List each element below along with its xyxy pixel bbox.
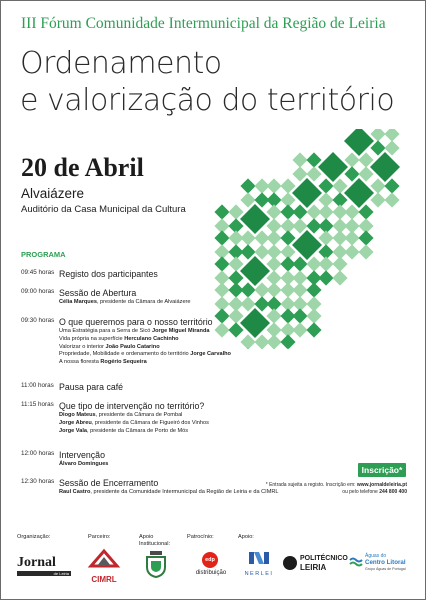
pattern-diamond: [292, 204, 307, 219]
program-speaker: [59, 299, 359, 307]
speaker-role: , presidente da Câmara de Figueiró dos Vinhos: [91, 419, 209, 426]
program-content: [59, 317, 359, 367]
aguas-text-1: Águas do: [365, 553, 387, 559]
pattern-diamond: [318, 230, 333, 245]
speaker-name: João Paulo Catarino: [105, 343, 160, 350]
event-place: Alvaiázere: [21, 186, 85, 201]
program-item-title: O que queremos para o nosso território: [59, 317, 213, 327]
speaker-name: Jorge Carvalho: [190, 351, 231, 358]
program-speaker: [59, 461, 359, 469]
jornal-de-leiria-logo: [17, 555, 73, 576]
pattern-diamond: [306, 152, 321, 167]
pattern-diamond: [370, 140, 385, 155]
jornal-logo-sub: de Leiria: [17, 571, 71, 576]
program-speaker: [59, 344, 359, 352]
pattern-diamond: [370, 192, 385, 207]
speaker-name: Jorge Miguel Miranda: [151, 328, 210, 334]
pattern-diamond: [280, 178, 295, 193]
pattern-diamond: [344, 166, 359, 181]
program-content: [59, 450, 359, 469]
program-item-title: Intervenção: [59, 450, 105, 460]
inscricao-button[interactable]: Inscrição*: [358, 463, 406, 477]
speaker-topic: A nossa floresta: [59, 359, 101, 366]
label-parceiro: Parceiro:: [88, 534, 111, 540]
event-title: [20, 45, 394, 119]
nerlei-logo-text: NERLEI: [244, 571, 274, 577]
program-content: [59, 382, 359, 393]
pattern-diamond: [384, 140, 399, 155]
aguas-wave-icon: [349, 555, 363, 569]
program-content: [59, 288, 359, 307]
pattern-diamond: [214, 204, 229, 219]
pattern-diamond: [384, 129, 399, 142]
speaker-topic: Valorizar o interior: [59, 343, 106, 350]
pattern-diamond: [318, 204, 333, 219]
jornal-logo-text: Jornal: [17, 555, 56, 570]
program-time: 09:45 horas: [21, 269, 55, 276]
pattern-diamond: [240, 178, 255, 193]
pattern-diamond: [344, 204, 359, 219]
pattern-diamond: [240, 230, 255, 245]
aguas-text-2: Centro Litoral: [365, 559, 406, 566]
speaker-name: Diogo Mateus: [59, 412, 96, 418]
pattern-diamond: [292, 230, 322, 260]
registration-link[interactable]: www.jornaldeleiria.pt: [356, 482, 407, 488]
program-item-title: Sessão de Abertura: [59, 288, 137, 298]
program-heading: PROGRAMA: [21, 250, 66, 259]
speaker-name: Álvaro Domingues: [59, 461, 109, 467]
pattern-diamond: [370, 178, 385, 193]
pattern-diamond: [358, 204, 373, 219]
pattern-diamond: [358, 152, 373, 167]
speaker-topic: Propriedade, Mobilidade e ordenamento do território: [59, 351, 191, 358]
pattern-diamond: [214, 230, 229, 245]
pattern-diamond: [344, 152, 359, 167]
title-line-2: e valorização do território: [20, 83, 395, 118]
pattern-diamond: [358, 244, 373, 259]
pattern-diamond: [266, 178, 281, 193]
program-speaker: [59, 412, 359, 420]
municipal-crest-icon: [145, 550, 167, 578]
title-line-1: Ordenamento: [20, 46, 222, 81]
program-speaker: [59, 351, 359, 359]
edp-badge-icon: edp: [202, 552, 218, 568]
label-patrocinio: Patrocínio:: [187, 534, 214, 540]
ipl-text-1: POLITÉCNICO: [300, 555, 348, 562]
event-venue: Auditório da Casa Municipal da Cultura: [21, 204, 186, 215]
speaker-name: Herculano Cachinho: [124, 335, 179, 342]
label-apoio: Apoio:: [238, 534, 254, 540]
speaker-topic: Vida própria na superfície: [59, 335, 125, 342]
note-text: * Entrada sujeita a registo. Inscrição em:: [265, 482, 357, 488]
speaker-topic: Uma Estratégia para a Serra de Sicó: [59, 328, 152, 334]
speaker-role: , presidente da Comunidade Intermunicipal da Região de Leiria e da CIMRL: [90, 489, 279, 495]
pattern-diamond: [240, 204, 270, 234]
label-apoio-institucional: [139, 534, 170, 547]
pattern-diamond: [370, 152, 400, 182]
event-date: 20 de Abril: [21, 153, 144, 182]
pattern-diamond: [344, 178, 374, 208]
program-time: 09:00 horas: [21, 288, 55, 295]
program-time: 12:30 horas: [21, 478, 55, 485]
pattern-diamond: [228, 204, 243, 219]
label-apoio-inst-2: Institucional:: [139, 540, 171, 547]
program-time: 09:30 horas: [21, 317, 55, 324]
program-speaker: [59, 336, 359, 344]
speaker-role: , presidente da Câmara de Porto de Mós: [87, 427, 189, 434]
program-speaker: [59, 420, 359, 428]
pattern-diamond: [240, 244, 255, 259]
program-item-title: Sessão de Encerramento: [59, 478, 159, 488]
speaker-name: Célia Marques: [59, 299, 97, 305]
registration-phone: 244 800 400: [379, 489, 407, 495]
label-apoio-inst-1: Apoio: [139, 534, 154, 540]
forum-title: III Fórum Comunidade Intermunicipal da Região de Leiria: [21, 15, 386, 32]
speaker-name: Jorge Vala: [59, 427, 87, 434]
pattern-diamond: [384, 192, 399, 207]
edp-distribuicao-logo: [188, 552, 234, 578]
pattern-diamond: [266, 204, 281, 219]
pattern-diamond: [306, 166, 321, 181]
politecnico-leiria-logo: [283, 554, 348, 574]
pattern-diamond: [292, 218, 307, 233]
edp-logo-text: distribuição: [195, 570, 227, 576]
politecnico-mark-icon: [283, 556, 297, 570]
program-time: 12:00 horas: [21, 450, 55, 457]
speaker-role: , presidente da Câmara de Alvaiázere: [96, 299, 191, 305]
aguas-centro-litoral-logo: [349, 552, 411, 576]
note-phone-label: ou pelo telefone: [342, 489, 380, 495]
speaker-name: Rogério Sequeira: [100, 359, 147, 366]
cimrl-mark-icon: [87, 548, 121, 570]
speaker-role: , presidente da Câmara de Pombal: [95, 412, 183, 418]
nerlei-logo: [239, 550, 279, 576]
pattern-diamond: [280, 230, 295, 245]
pattern-diamond: [318, 152, 348, 182]
label-organizacao: Organização:: [17, 534, 51, 540]
pattern-diamond: [292, 178, 322, 208]
cimrl-logo: [87, 548, 121, 582]
sponsors-footer: [17, 534, 411, 588]
pattern-diamond: [266, 230, 281, 245]
cimrl-logo-text: CIMRL: [91, 575, 117, 584]
pattern-diamond: [292, 166, 307, 181]
speaker-name: Raul Castro: [59, 489, 91, 495]
program-content: [59, 269, 359, 280]
pattern-diamond: [384, 178, 399, 193]
ipl-text-2: LEIRIA: [300, 563, 327, 572]
registration-note: [247, 482, 407, 496]
pattern-diamond: [358, 166, 373, 181]
program-time: 11:15 horas: [21, 401, 54, 408]
pattern-diamond: [358, 230, 373, 245]
program-speaker: [59, 428, 359, 436]
program-speaker: [59, 328, 359, 336]
speaker-name: Jorge Abreu: [59, 419, 92, 426]
program-speaker: [59, 359, 359, 367]
pattern-diamond: [332, 178, 347, 193]
program-item-title: Registo dos participantes: [59, 269, 158, 279]
nerlei-mark-icon: [247, 550, 271, 566]
pattern-diamond: [344, 230, 359, 245]
program-content: [59, 401, 359, 435]
pattern-diamond: [344, 244, 359, 259]
program-item-title: Pausa para café: [59, 382, 124, 392]
pattern-diamond: [318, 178, 333, 193]
pattern-diamond: [292, 152, 307, 167]
program-item-title: Que tipo de intervenção no território?: [59, 401, 205, 411]
pattern-diamond: [240, 192, 255, 207]
pattern-diamond: [344, 129, 374, 156]
program-time: 11:00 horas: [21, 382, 54, 389]
aguas-text-3: Grupo Águas de Portugal: [365, 567, 406, 571]
diamond-pattern-graphic: [197, 129, 413, 349]
